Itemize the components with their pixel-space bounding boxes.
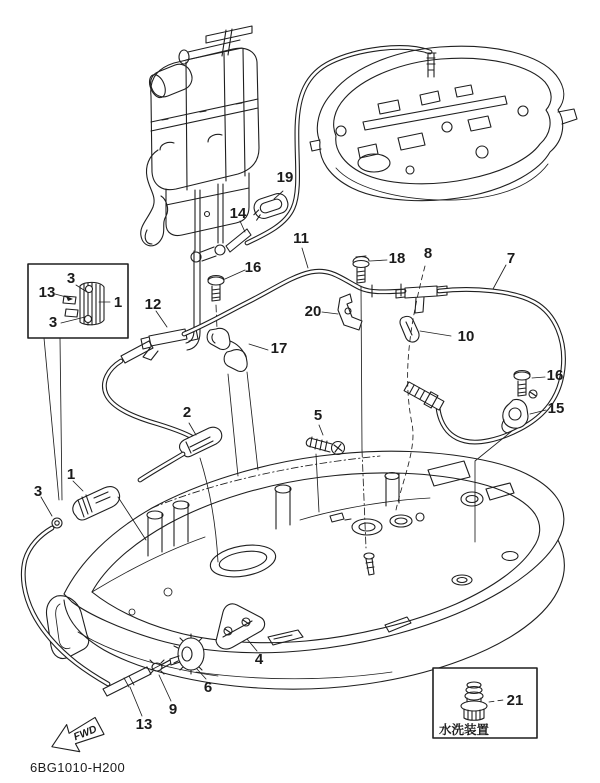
grommet-19 <box>250 191 290 221</box>
fuel-pipe-segment <box>121 341 153 363</box>
callout-13-inset: 13 <box>38 284 56 301</box>
callout-9: 9 <box>168 701 178 718</box>
hose-to-cowling <box>247 47 436 243</box>
callout-13-bottom: 13 <box>135 716 153 733</box>
callout-2: 2 <box>182 404 192 421</box>
barb-fitting-hose7 <box>403 380 445 412</box>
callout-14: 14 <box>229 205 247 222</box>
flushing-caption: 水洗装置 <box>439 723 490 737</box>
bolt-glyph <box>364 553 374 575</box>
callout-15: 15 <box>547 400 565 417</box>
callout-16-right: 16 <box>546 367 564 384</box>
callout-21: 21 <box>506 692 524 709</box>
screw-5 <box>306 437 344 512</box>
callout-19: 19 <box>276 169 294 186</box>
callout-17: 17 <box>270 340 288 357</box>
callout-3-main: 3 <box>33 483 43 500</box>
hose-7 <box>438 289 564 442</box>
callout-4: 4 <box>254 651 264 668</box>
filter-2 <box>180 427 222 562</box>
callout-16-upper: 16 <box>244 259 262 276</box>
hose-filter-to-joint <box>140 454 183 480</box>
callout-1-inset: 1 <box>113 294 123 311</box>
callout-18: 18 <box>388 250 406 267</box>
fuel-pump-assembly <box>141 26 259 262</box>
fuel-joint-1 <box>73 487 146 540</box>
callout-10: 10 <box>457 328 475 345</box>
drawing-number: 6BG1010-H200 <box>30 760 126 775</box>
callout-12: 12 <box>144 296 162 313</box>
callout-3-inset-bottom: 3 <box>48 314 58 331</box>
screw-16-right <box>514 371 530 397</box>
fwd-label: FWD <box>71 723 99 744</box>
fuel-hose-pump-to-tee <box>186 251 200 350</box>
screw-18 <box>353 256 369 548</box>
callout-5: 5 <box>313 407 323 424</box>
callout-3-inset-top: 3 <box>66 270 76 287</box>
joint-10 <box>400 316 419 342</box>
bottom-cowling-main-view <box>46 451 564 689</box>
fwd-arrow <box>46 713 106 761</box>
bottom-cowling-top-view <box>310 46 577 200</box>
callout-7: 7 <box>506 250 516 267</box>
callout-11: 11 <box>293 230 309 247</box>
bracket-20 <box>338 294 362 330</box>
callout-8: 8 <box>423 245 433 262</box>
callout-6: 6 <box>203 679 213 696</box>
callout-numbers <box>34 169 565 733</box>
hose-loop-to-filter <box>104 361 195 439</box>
bracket-17 <box>207 328 258 476</box>
callout-20: 20 <box>304 303 322 320</box>
callout-1-main: 1 <box>66 466 76 483</box>
